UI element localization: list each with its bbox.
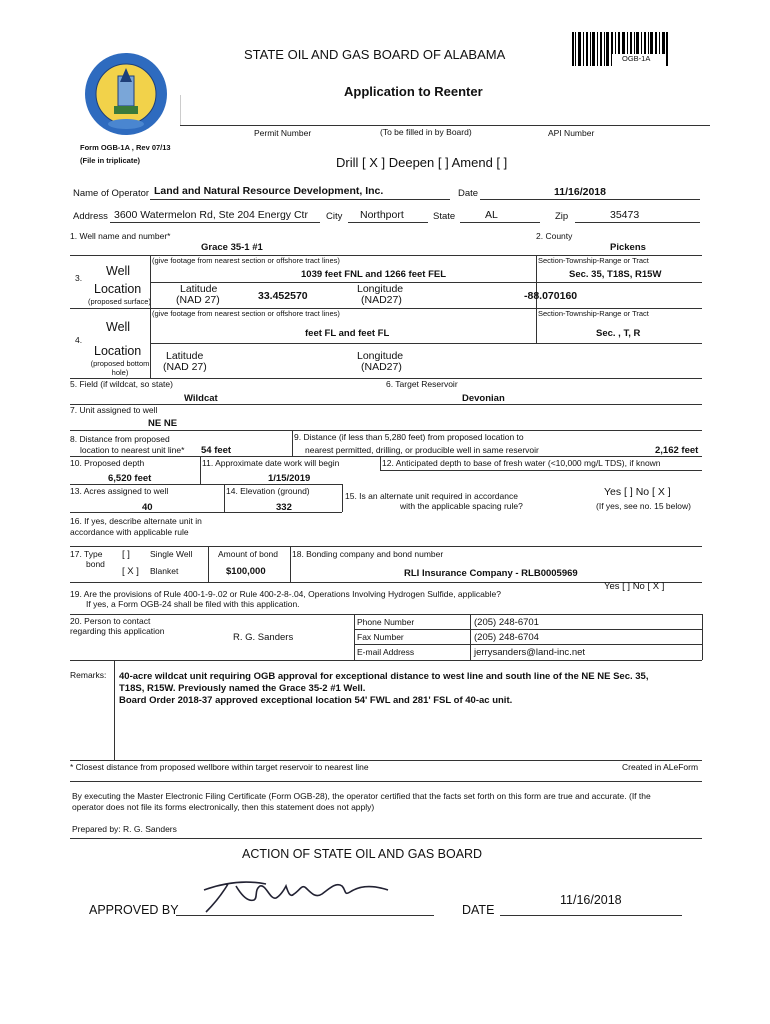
fax-label: Fax Number — [357, 632, 404, 642]
operator-name-label: Name of Operator — [73, 188, 150, 199]
phone-label: Phone Number — [357, 617, 415, 627]
q3-number: 3. — [75, 273, 83, 283]
bh-latitude-label: Latitude — [166, 350, 204, 362]
county-label: 2. County — [536, 231, 573, 241]
filled-by-board: (To be filled in by Board) — [380, 127, 472, 137]
blanket-label: Blanket — [150, 566, 179, 576]
alternate-describe-label-2: accordance with applicable rule — [70, 527, 189, 537]
date-signed-label: DATE — [462, 903, 495, 917]
fax-value: (205) 248-6704 — [474, 632, 539, 643]
bh-footage-note: (give footage from nearest section or offshore tract lines) — [152, 309, 340, 318]
bh-longitude-nad27: (NAD27) — [361, 361, 402, 373]
distance-value: 54 feet — [201, 445, 232, 456]
q4-number: 4. — [75, 335, 83, 345]
bh-str: Sec. , T, R — [596, 328, 641, 339]
address-value: 3600 Watermelon Rd, Ste 204 Energy Ctr — [114, 209, 308, 221]
state-label: State — [433, 211, 456, 222]
approved-by-label: APPROVED BY — [89, 903, 179, 917]
contact-label: 20. Person to contact — [70, 616, 151, 626]
latitude-nad27: (NAD 27) — [176, 294, 220, 306]
alternate-unit-label-2: with the applicable spacing rule? — [400, 501, 523, 511]
bond-amount-label: Amount of bond — [218, 549, 279, 559]
date-label: Date — [458, 188, 479, 199]
operator-name: Land and Natural Resource Development, Inc. — [154, 185, 384, 197]
target-reservoir-label: 6. Target Reservoir — [386, 379, 458, 389]
unit-value: NE NE — [148, 418, 178, 429]
proposed-depth-label: 10. Proposed depth — [70, 458, 145, 468]
surface-footage: 1039 feet FNL and 1266 feet FEL — [301, 269, 447, 280]
distance-label: 8. Distance from proposed — [70, 434, 170, 444]
certification-line-2: operator does not file its forms electronically, then this statement does not apply) — [72, 802, 375, 812]
surface-str: Sec. 35, T18S, R15W — [569, 269, 662, 280]
bond-amount-value: $100,000 — [226, 566, 266, 577]
contact-label-2: regarding this application — [70, 626, 165, 636]
bonding-company-label: 18. Bonding company and bond number — [292, 549, 444, 559]
well-name: Grace 35-1 #1 — [201, 242, 263, 253]
city-label: City — [326, 211, 343, 222]
footage-note: (give footage from nearest section or offshore tract lines) — [152, 256, 340, 265]
state-value: AL — [485, 209, 498, 221]
file-in-triplicate: (File in triplicate) — [80, 156, 141, 165]
field-value: Wildcat — [184, 393, 218, 404]
well-distance-label-2: nearest permitted, drilling, or producible well in same reservoir — [305, 445, 539, 455]
location-word: Location — [94, 282, 142, 296]
action-title: ACTION OF STATE OIL AND GAS BOARD — [242, 847, 483, 861]
city-value: Northport — [360, 209, 404, 221]
closest-distance-note: * Closest distance from proposed wellbore within target reservoir to nearest line — [70, 762, 369, 772]
unit-label: 7. Unit assigned to well — [70, 405, 158, 415]
date-value: 11/16/2018 — [554, 186, 606, 198]
h2s-question: 19. Are the provisions of Rule 400-1-9-.02 or Rule 400-2-8-.04, Operations Involving Hydrogen Sulfide, applicable? — [70, 589, 501, 599]
h2s-question-2: If yes, a Form OGB-24 shall be filed with this application. — [86, 599, 300, 609]
bh-footage: feet FL and feet FL — [305, 328, 390, 339]
bonding-company-value: RLI Insurance Company - RLB0005969 — [404, 568, 578, 579]
reservoir-value: Devonian — [462, 393, 505, 404]
alternate-unit-answer: Yes [ ] No [ X ] — [604, 486, 671, 498]
str-label: Section-Township-Range or Tract — [538, 256, 649, 265]
bond-type-label: 17. Type — [70, 549, 103, 559]
form-number: Form OGB-1A , Rev 07/13 — [80, 143, 171, 152]
latitude-value: 33.452570 — [258, 290, 308, 302]
distance-label-2: location to nearest unit line* — [80, 445, 185, 455]
longitude-label: Longitude — [357, 283, 404, 295]
proposed-depth-value: 6,520 feet — [108, 473, 152, 484]
created-in-aleform: Created in ALeForm — [622, 762, 699, 772]
contact-person: R. G. Sanders — [233, 632, 294, 643]
blanket-check: [ X ] — [122, 566, 139, 577]
drill-deepen-amend: Drill [ X ] Deepen [ ] Amend [ ] — [336, 155, 508, 170]
work-date-label: 11. Approximate date work will begin — [202, 458, 340, 468]
approved-date: 11/16/2018 — [560, 893, 622, 907]
bh-str-label: Section-Township-Range or Tract — [538, 309, 649, 318]
fresh-water-label: 12. Anticipated depth to base of fresh water (<10,000 mg/L TDS), if known — [382, 458, 661, 468]
alternate-unit-note: (If yes, see no. 15 below) — [596, 501, 691, 511]
bh-latitude-nad27: (NAD 27) — [163, 361, 207, 373]
state-seal-logo — [84, 52, 168, 136]
email-value: jerrysanders@land-inc.net — [474, 647, 586, 658]
well-name-label: 1. Well name and number* — [70, 231, 171, 241]
h2s-answer: Yes [ ] No [ X ] — [604, 581, 665, 592]
prepared-by: Prepared by: R. G. Sanders — [72, 824, 177, 834]
longitude-nad27: (NAD27) — [361, 294, 402, 306]
bh-location-word: Location — [94, 344, 142, 358]
api-number-label: API Number — [548, 128, 595, 138]
phone-value: (205) 248-6701 — [474, 617, 539, 628]
single-well-check: [ ] — [122, 549, 130, 560]
board-title: STATE OIL AND GAS BOARD OF ALABAMA — [244, 47, 506, 62]
single-well-label: Single Well — [150, 549, 193, 559]
well-distance-label: 9. Distance (if less than 5,280 feet) from proposed location to — [294, 432, 524, 442]
alternate-unit-label: 15. Is an alternate unit required in accordance — [345, 491, 518, 501]
remarks-line-3: Board Order 2018-37 approved exceptional location 54' FWL and 281' FSL of 40-ac unit. — [119, 695, 513, 706]
county-value: Pickens — [610, 242, 646, 253]
remarks-line-1: 40-acre wildcat unit requiring OGB approval for exceptional distance to west line and south line of the NE NE Sec. 35, — [119, 671, 649, 682]
bond-type-label-2: bond — [86, 559, 105, 569]
longitude-value: -88.070160 — [524, 290, 578, 302]
elevation-label: 14. Elevation (ground) — [226, 486, 310, 496]
page-title: Application to Reenter — [344, 84, 483, 99]
acres-value: 40 — [142, 502, 153, 513]
work-date-value: 1/15/2019 — [268, 473, 311, 484]
field-label: 5. Field (if wildcat, so state) — [70, 379, 173, 389]
remarks-line-2: T18S, R15W. Previously named the Grace 35-2 #1 Well. — [119, 683, 366, 694]
proposed-bottom-hole: (proposed bottom hole) — [90, 359, 150, 377]
barcode — [572, 32, 668, 66]
bh-well-word: Well — [106, 320, 131, 334]
acres-label: 13. Acres assigned to well — [70, 486, 169, 496]
certification-line-1: By executing the Master Electronic Filing Certificate (Form OGB-28), the operator certified that the facts set forth on this form are true and accurate. (If the — [72, 791, 651, 801]
latitude-label: Latitude — [180, 283, 218, 295]
zip-value: 35473 — [610, 209, 640, 221]
well-distance-value: 2,162 feet — [655, 445, 699, 456]
permit-number-label: Permit Number — [254, 128, 312, 138]
proposed-surface: (proposed surface) — [88, 297, 151, 306]
address-label: Address — [73, 211, 108, 222]
alternate-describe-label: 16. If yes, describe alternate unit in — [70, 516, 202, 526]
elevation-value: 332 — [276, 502, 292, 513]
email-label: E-mail Address — [357, 647, 415, 657]
zip-label: Zip — [555, 211, 569, 222]
well-word: Well — [106, 264, 131, 278]
bh-longitude-label: Longitude — [357, 350, 404, 362]
signature — [196, 872, 396, 917]
remarks-label: Remarks: — [70, 670, 107, 680]
barcode-label: OGB-1A — [622, 54, 651, 63]
